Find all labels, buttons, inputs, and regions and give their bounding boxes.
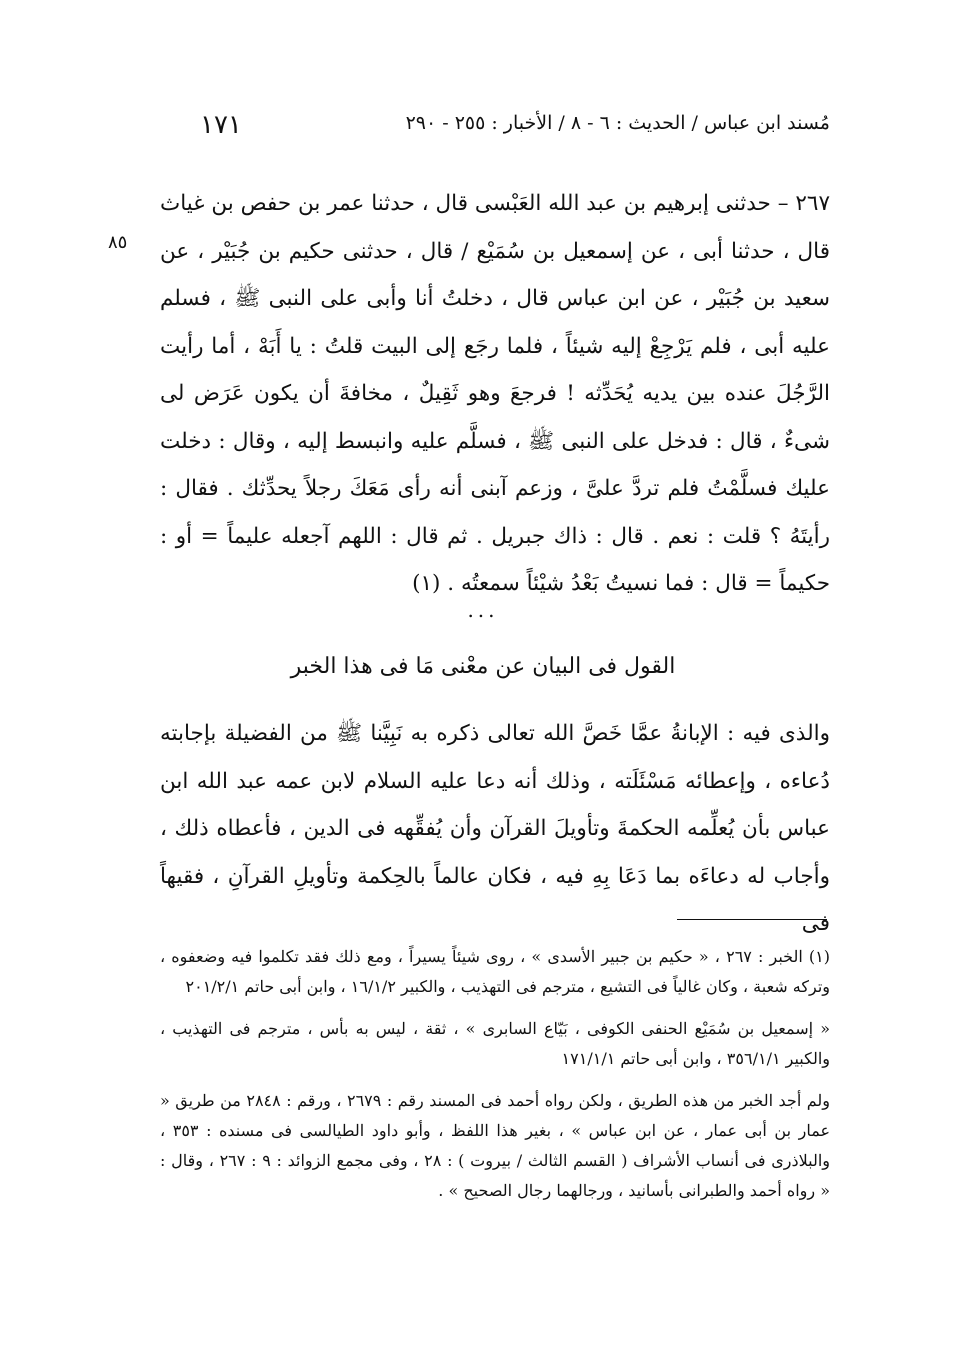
separator: ...: [467, 598, 499, 622]
footnote-rule: [677, 919, 827, 920]
margin-number: ٨٥: [108, 232, 128, 253]
footnotes: [160, 942, 830, 1218]
page-number: ١٧١: [200, 110, 242, 140]
footnote-3: ولم أجد الخبر من هذه الطريق ، ولكن رواه أحمد فى المسند رقم : ٢٦٧٩ ، ورقم : ٢٨٤٨ من طريق « عمار بن أبى عمار ، عن ابن عباس » ، بغير هذا اللفظ ، وأبو داود الطيالسى فى مسنده : ٣٥٣ ، والبلاذرى فى أنساب الأشراف ( القسم الثالث / بيروت ) : ٢٨ ، وفى مجمع الزوائد : ٩ : ٢٦٧ ، وقال : « رواه أحمد والطبرانى بأسانيد ، ورجالهما رجال الصحيح » .: [160, 1091, 831, 1200]
section-title: القول فى البيان عن معْنى مَا فى هذا الخبر: [290, 654, 676, 679]
footnote-2: « إسمعيل بن سُمَيْع الحنفى الكوفى ، بَيّاع السابرى » ، ثقة ، ليس به بأس ، مترجم فى التهذيب ، والكبير ٣٥٦/١/١ ، وابن أبى حاتم ١٧١/١/١: [160, 1019, 830, 1068]
running-title: مُسند ابن عباس / الحديث : ٦ - ٨ / الأخبار : ٢٥٥ - ٢٩٠: [405, 112, 830, 134]
page-header: [180, 110, 830, 144]
hadith-text: ٢٦٧ – حدثنى إبرهيم بن عبد الله العَبْسى قال ، حدثنا عمر بن حفص بن غياث قال ، حدثنا أبى ، عن إسمعيل بن سُمَيْع / قال ، حدثنى حكيم بن جُبَيْر ، عن سعيد بن جُبَيْر ، عن ابن عباس قال ، دخلتُ أنا وأبى على النبى ﷺ ، فسلم عليه أبى ، فلم يَرْجِعْ إليه شيئاً ، فلما رجَع إلى البيت قلتُ : يا أَبَهْ ، أما رأيت الرَّجُلَ عنده بين يديه يُحَدِّثه ! فرجعَ وهو ثَقِيلٌ ، مخافةَ أن يكون عَرَض لى شىءٌ ، قال : فدخل على النبى ﷺ ، فسلَّم عليه وانبسط إليه ، وقال : دخلت عليك فسلَّمْتُ فلم تردَّ علىَّ ، وزعم آبنى أنه رأى مَعَكَ رجلاً يحدِّثك . فقال : رأيتَهُ ؟ قلت : نعم . قال : ذاك جبريل . ثم قال : اللهم آجعله عليماً = أو : حكيماً = قال : فما نسيتُ بَعْدُ شيْئاً سمعتُه . (١): [160, 191, 830, 596]
commentary-text: والذى فيه : الإبانةُ عمَّا خَصَّ الله تعالى ذكره به نَبِيَّنا ﷺ من الفضيلة بإجابته دُعاءه ، وإعطائه مَسْئَلَته ، وذلك أنه دعا عليه السلام لابن عمه عبد الله ابن عباس بأن يُعلِّمه الحكمةَ وتأويلَ القرآن وأن يُفقِّهه فى الدين ، فأعطاه ذلك ، وأجاب له دعاءَه بما دَعَا بِهِ فيه ، فكان عالماً بالحِكمة وتأويلِ القرآنِ ، فقيهاً فى: [160, 721, 830, 936]
footnote-1: (١) الخبر : ٢٦٧ ، « حكيم بن جبير الأسدى » ، روى شيئاً يسيراً ، ومع ذلك فقد تكلموا فيه وضعفوه ، وتركه شعبة ، وكان غالياً فى التشيع ، مترجم فى التهذيب ، والكبير ١٦/١/٢ ، وابن أبى حاتم ٢٠١/٢/١: [160, 947, 831, 996]
